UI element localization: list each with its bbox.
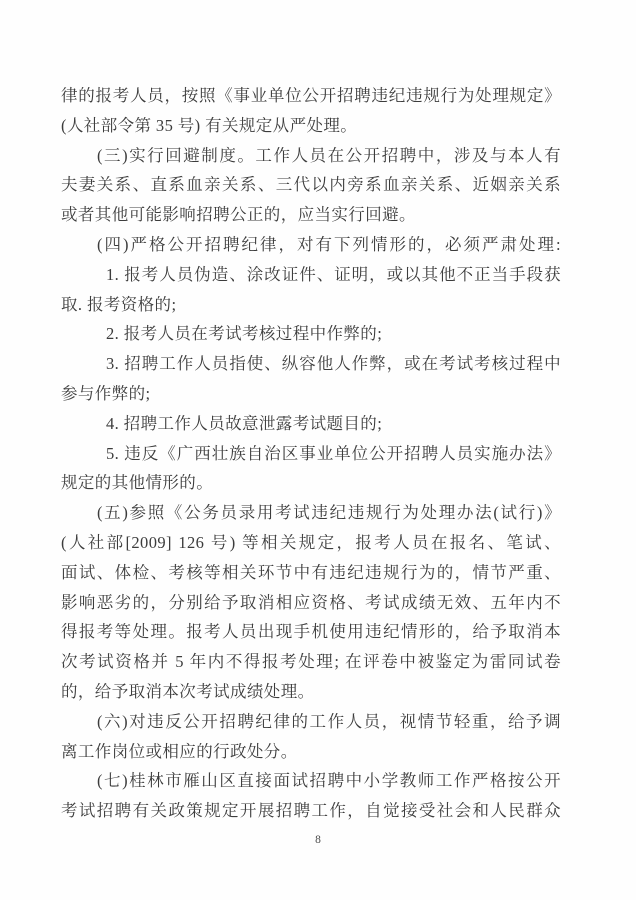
text-line: 律的报考人员，按照《事业单位公开招聘违纪违规行为处理规定》 xyxy=(61,86,561,105)
text-line: 次考试资格并 5 年内不得报考处理; 在评卷中被鉴定为雷同试卷 xyxy=(61,652,561,672)
text-line: (六)对违反公开招聘纪律的工作人员，视情节轻重，给予调 xyxy=(97,711,561,731)
text-line: 4. 招聘工作人员故意泄露考试题目的; xyxy=(106,413,383,433)
text-line: 2. 报考人员在考试考核过程中作弊的; xyxy=(106,324,383,344)
text-line: (七)桂林市雁山区直接面试招聘中小学教师工作严格按公开 xyxy=(97,771,561,791)
text-line: 夫妻关系、直系血亲关系、三代以内旁系血亲关系、近姻亲关系 xyxy=(61,175,561,195)
text-line: 3. 招聘工作人员指使、纵容他人作弊，或在考试考核过程中 xyxy=(106,354,561,374)
text-line: 的，给予取消本次考试成绩处理。 xyxy=(61,681,315,701)
text-line: (五)参照《公务员录用考试违纪违规行为处理办法(试行)》 xyxy=(97,503,561,523)
page-number: 8 xyxy=(315,834,321,846)
text-line: 或者其他可能影响招聘公正的，应当实行回避。 xyxy=(61,205,416,225)
text-line: 参与作弊的; xyxy=(61,383,151,403)
text-line: 考试招聘有关政策规定开展招聘工作，自觉接受社会和人民群众 xyxy=(61,801,561,821)
text-line: (人社部令第 35 号) 有关规定从严处理。 xyxy=(61,115,358,135)
text-line: 取. 报考资格的; xyxy=(61,294,177,314)
text-line: 1. 报考人员伪造、涂改证件、证明，或以其他不正当手段获 xyxy=(106,264,561,284)
text-line: (人社部[2009] 126 号) 等相关规定，报考人员在报名、笔试、 xyxy=(61,532,561,552)
text-line: (三)实行回避制度。工作人员在公开招聘中，涉及与本人有 xyxy=(97,145,561,165)
text-line: 5. 违反《广西壮族自治区事业单位公开招聘人员实施办法》 xyxy=(106,443,561,463)
text-line: (四)严格公开招聘纪律，对有下列情形的，必须严肃处理: xyxy=(97,234,561,254)
text-line: 规定的其他情形的。 xyxy=(61,473,214,493)
text-line: 得报考等处理。报考人员出现手机使用违纪情形的，给予取消本 xyxy=(61,622,561,642)
text-line: 离工作岗位或相应的行政处分。 xyxy=(61,741,298,761)
text-line: 影响恶劣的，分别给予取消相应资格、考试成绩无效、五年内不 xyxy=(61,592,561,612)
text-line: 面试、体检、考核等相关环节中有违纪违规行为的，情节严重、 xyxy=(61,562,561,582)
body-text xyxy=(61,81,561,826)
